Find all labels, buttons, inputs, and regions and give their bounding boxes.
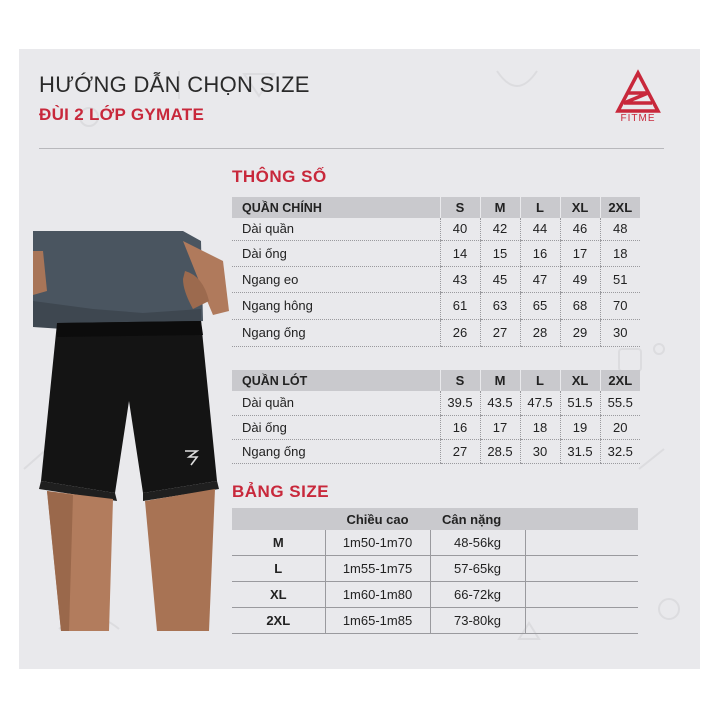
size-label: 2XL: [232, 608, 325, 634]
product-name: ĐÙI 2 LỚP GYMATE: [39, 105, 205, 124]
measure-value: 61: [440, 292, 480, 319]
measure-value: 40: [440, 218, 480, 240]
main-shorts-label: QUẦN CHÍNH: [232, 197, 440, 218]
measure-value: 17: [560, 240, 600, 266]
logo-text: FITME: [620, 113, 656, 124]
table-header: [232, 508, 638, 530]
measure-value: 46: [560, 218, 600, 240]
size-header: L: [520, 197, 560, 218]
measure-label: Dài quần: [232, 391, 440, 415]
measure-label: Ngang ống: [232, 439, 440, 463]
empty-col-header: [525, 508, 638, 530]
measure-value: 48: [600, 218, 640, 240]
table-row: [232, 530, 638, 556]
height-range: 1m55-1m75: [325, 556, 430, 582]
measure-value: 49: [560, 266, 600, 292]
page-title: HƯỚNG DẪN CHỌN SIZE: [39, 72, 310, 97]
main-shorts-table: [232, 197, 640, 347]
measure-value: 51: [600, 266, 640, 292]
measure-label: Ngang hông: [232, 292, 440, 319]
height-col-header: Chiều cao: [325, 508, 430, 530]
measure-value: 27: [480, 319, 520, 346]
empty-cell: [525, 530, 638, 556]
table-row: [232, 391, 640, 415]
measure-value: 20: [600, 415, 640, 439]
specs-section-title: THÔNG SỐ: [232, 167, 327, 186]
size-header: M: [480, 370, 520, 391]
empty-cell: [525, 582, 638, 608]
size-label: L: [232, 556, 325, 582]
height-range: 1m50-1m70: [325, 530, 430, 556]
size-header: L: [520, 370, 560, 391]
size-header: XL: [560, 370, 600, 391]
size-header: 2XL: [600, 197, 640, 218]
measure-value: 42: [480, 218, 520, 240]
measure-value: 28: [520, 319, 560, 346]
measure-value: 45: [480, 266, 520, 292]
size-label: M: [232, 530, 325, 556]
measure-value: 47.5: [520, 391, 560, 415]
measure-value: 16: [520, 240, 560, 266]
measure-value: 30: [520, 439, 560, 463]
product-photo: [33, 231, 233, 631]
measure-value: 17: [480, 415, 520, 439]
measure-value: 43.5: [480, 391, 520, 415]
table-header: [232, 370, 640, 391]
measure-value: 32.5: [600, 439, 640, 463]
measure-label: Dài ống: [232, 240, 440, 266]
table-row: [232, 240, 640, 266]
table-row: [232, 292, 640, 319]
measure-value: 26: [440, 319, 480, 346]
table-row: [232, 266, 640, 292]
measure-label: Ngang eo: [232, 266, 440, 292]
weight-range: 73-80kg: [430, 608, 525, 634]
table-row: [232, 582, 638, 608]
size-header: M: [480, 197, 520, 218]
measure-value: 39.5: [440, 391, 480, 415]
table-row: [232, 556, 638, 582]
table-row: [232, 218, 640, 240]
empty-cell: [525, 608, 638, 634]
table-row: [232, 608, 638, 634]
size-header: 2XL: [600, 370, 640, 391]
measure-value: 63: [480, 292, 520, 319]
table-row: [232, 319, 640, 346]
measure-value: 65: [520, 292, 560, 319]
measure-value: 70: [600, 292, 640, 319]
table-row: [232, 439, 640, 463]
measure-value: 29: [560, 319, 600, 346]
size-header: S: [440, 197, 480, 218]
weight-col-header: Cân nặng: [430, 508, 525, 530]
table-header: [232, 197, 640, 218]
measure-value: 31.5: [560, 439, 600, 463]
measure-value: 27: [440, 439, 480, 463]
size-header: S: [440, 370, 480, 391]
measure-label: Dài quần: [232, 218, 440, 240]
measure-value: 18: [600, 240, 640, 266]
size-header: XL: [560, 197, 600, 218]
empty-cell: [525, 556, 638, 582]
size-guide-card: [19, 49, 700, 669]
measure-value: 47: [520, 266, 560, 292]
measure-value: 68: [560, 292, 600, 319]
weight-range: 48-56kg: [430, 530, 525, 556]
measure-value: 15: [480, 240, 520, 266]
measure-value: 44: [520, 218, 560, 240]
table-row: [232, 415, 640, 439]
measure-value: 51.5: [560, 391, 600, 415]
measure-value: 18: [520, 415, 560, 439]
measure-value: 16: [440, 415, 480, 439]
header-divider: [39, 148, 664, 149]
size-chart-table: [232, 508, 638, 634]
inner-shorts-label: QUẦN LÓT: [232, 370, 440, 391]
weight-range: 66-72kg: [430, 582, 525, 608]
measure-value: 28.5: [480, 439, 520, 463]
measure-label: Ngang ống: [232, 319, 440, 346]
size-chart-section-title: BẢNG SIZE: [232, 482, 330, 501]
size-col-header: [232, 508, 325, 530]
size-label: XL: [232, 582, 325, 608]
height-range: 1m60-1m80: [325, 582, 430, 608]
measure-value: 19: [560, 415, 600, 439]
measure-value: 55.5: [600, 391, 640, 415]
inner-shorts-table: [232, 370, 640, 464]
measure-label: Dài ống: [232, 415, 440, 439]
weight-range: 57-65kg: [430, 556, 525, 582]
height-range: 1m65-1m85: [325, 608, 430, 634]
measure-value: 30: [600, 319, 640, 346]
measure-value: 43: [440, 266, 480, 292]
measure-value: 14: [440, 240, 480, 266]
